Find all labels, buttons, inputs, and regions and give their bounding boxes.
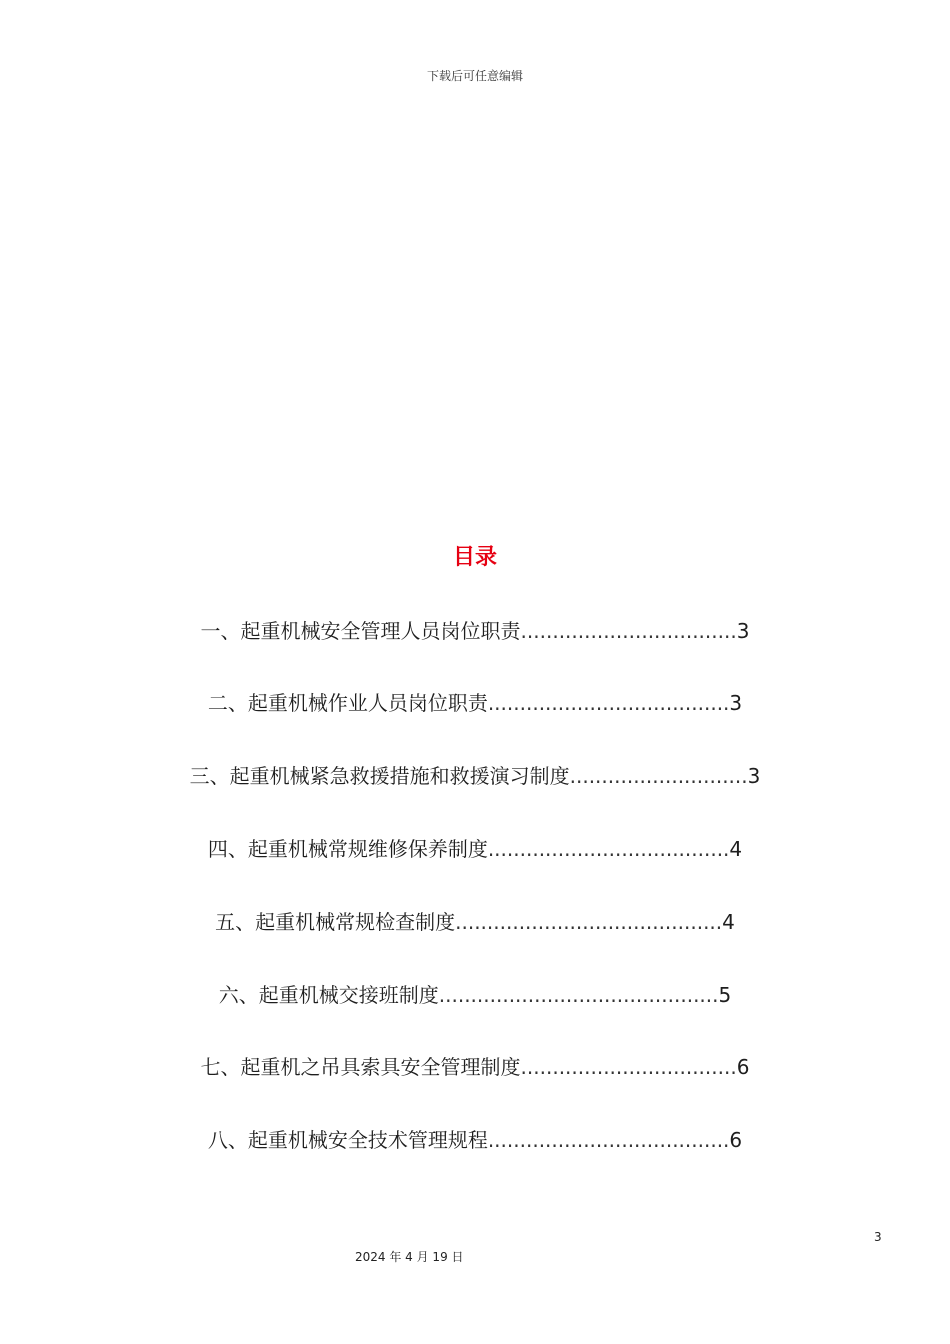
toc-title: 目录	[452, 545, 497, 570]
toc-item-6[interactable]	[0, 981, 950, 1009]
toc-item-8[interactable]	[0, 1126, 950, 1154]
toc-leader-dots: ............................................	[438, 983, 719, 1007]
toc-item-2[interactable]	[0, 689, 950, 717]
toc-item-3[interactable]	[0, 762, 950, 790]
toc-item-title: 四、起重机械常规维修保养制度	[207, 837, 488, 861]
toc-item-page: 4	[729, 837, 743, 861]
toc-leader-dots: ..................................	[520, 1055, 737, 1079]
toc-item-title: 八、起重机械安全技术管理规程	[207, 1128, 488, 1152]
toc-leader-dots: ......................................	[487, 1128, 730, 1152]
toc-item-title: 五、起重机械常规检查制度	[215, 910, 456, 934]
toc-leader-dots: ............................	[569, 764, 748, 788]
toc-item-page: 5	[718, 983, 732, 1007]
toc-leader-dots: ......................................	[487, 691, 730, 715]
toc-item-title: 六、起重机械交接班制度	[218, 983, 439, 1007]
toc-leader-dots: ..................................	[520, 619, 737, 643]
toc-item-page: 3	[747, 764, 761, 788]
toc-item-4[interactable]	[0, 835, 950, 863]
toc-item-page: 3	[729, 691, 743, 715]
toc-item-page: 4	[722, 910, 735, 934]
toc-item-page: 3	[736, 619, 750, 643]
toc-item-page: 6	[736, 1055, 750, 1079]
header-note: 下载后可任意编辑	[426, 69, 523, 83]
page-number: 3	[874, 1230, 882, 1244]
toc-leader-dots: ..........................................	[455, 910, 723, 934]
toc-item-7[interactable]	[0, 1053, 950, 1081]
toc-item-title: 三、起重机械紧急救援措施和救援演习制度	[189, 764, 570, 788]
toc-item-title: 二、起重机械作业人员岗位职责	[207, 691, 488, 715]
toc-item-page: 6	[729, 1128, 743, 1152]
toc-item-1[interactable]	[0, 617, 950, 645]
footer-date: 2024 年 4 月 19 日	[355, 1250, 464, 1264]
toc-item-title: 七、起重机之吊具索具安全管理制度	[200, 1055, 521, 1079]
toc-item-5[interactable]	[0, 908, 950, 936]
toc-leader-dots: ......................................	[487, 837, 730, 861]
toc-item-title: 一、起重机械安全管理人员岗位职责	[200, 619, 521, 643]
